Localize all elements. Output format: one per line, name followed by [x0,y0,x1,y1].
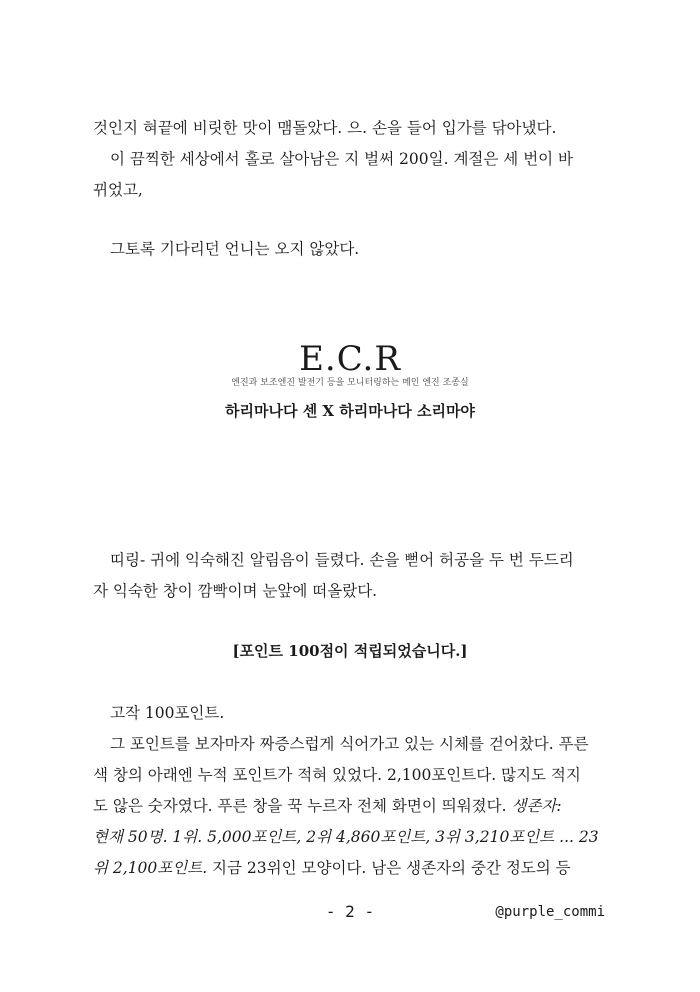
text-line: 고작 100포인트. [110,704,225,722]
text-line: 자 익숙한 창이 깜빡이며 눈앞에 떠올랐다. [93,582,378,600]
text-line: 그 포인트를 보자마자 짜증스럽게 식어가고 있는 시체를 걷어찼다. 푸른 [110,735,589,753]
text-line [93,858,571,878]
italic-segment: 생존자: [511,797,562,815]
page-number: - 2 - [325,902,375,921]
text-line: 이 끔찍한 세상에서 홀로 살아남은 지 벌써 200일. 계절은 세 번이 바 [110,150,574,168]
text-line [93,796,562,816]
text-line: 그토록 기다리던 언니는 오지 않았다. [110,240,360,258]
chapter-subtitle: 엔진과 보조엔진 발전기 등을 모니터링하는 메인 엔진 조종실 [231,378,469,388]
chapter-tagline: 하리마나다 센 X 하리마나다 소리마야 [225,402,475,420]
text-segment: 도 않은 숫자였다. 푸른 창을 꾹 누르자 전체 화면이 띄워졌다. [93,797,512,815]
text-line: 뀌었고, [93,181,143,199]
chapter-title: E.C.R [299,339,401,379]
text-line [93,827,599,847]
text-line: 것인지 혀끝에 비릿한 맛이 맴돌았다. 으. 손을 들어 입가를 닦아냈다. [93,119,557,137]
author-handle: @purple_commi [495,904,605,920]
italic-segment: 위 2,100포인트. [93,859,208,877]
text-line: 띠링- 귀에 익숙해진 알림음이 들렸다. 손을 뻗어 허공을 두 번 두드리 [110,551,574,569]
text-segment: 지금 23위인 모양이다. 남은 생존자의 중간 정도의 등 [207,859,571,877]
text-line: 색 창의 아래엔 누적 포인트가 적혀 있었다. 2,100포인트다. 많지도 적지 [93,766,581,784]
italic-segment: 현재 50명. 1위. 5,000포인트, 2위 4,860포인트, 3위 3,210포인트 ... 23 [93,828,599,846]
notice-line: [포인트 100점이 적립되었습니다.] [232,642,468,660]
